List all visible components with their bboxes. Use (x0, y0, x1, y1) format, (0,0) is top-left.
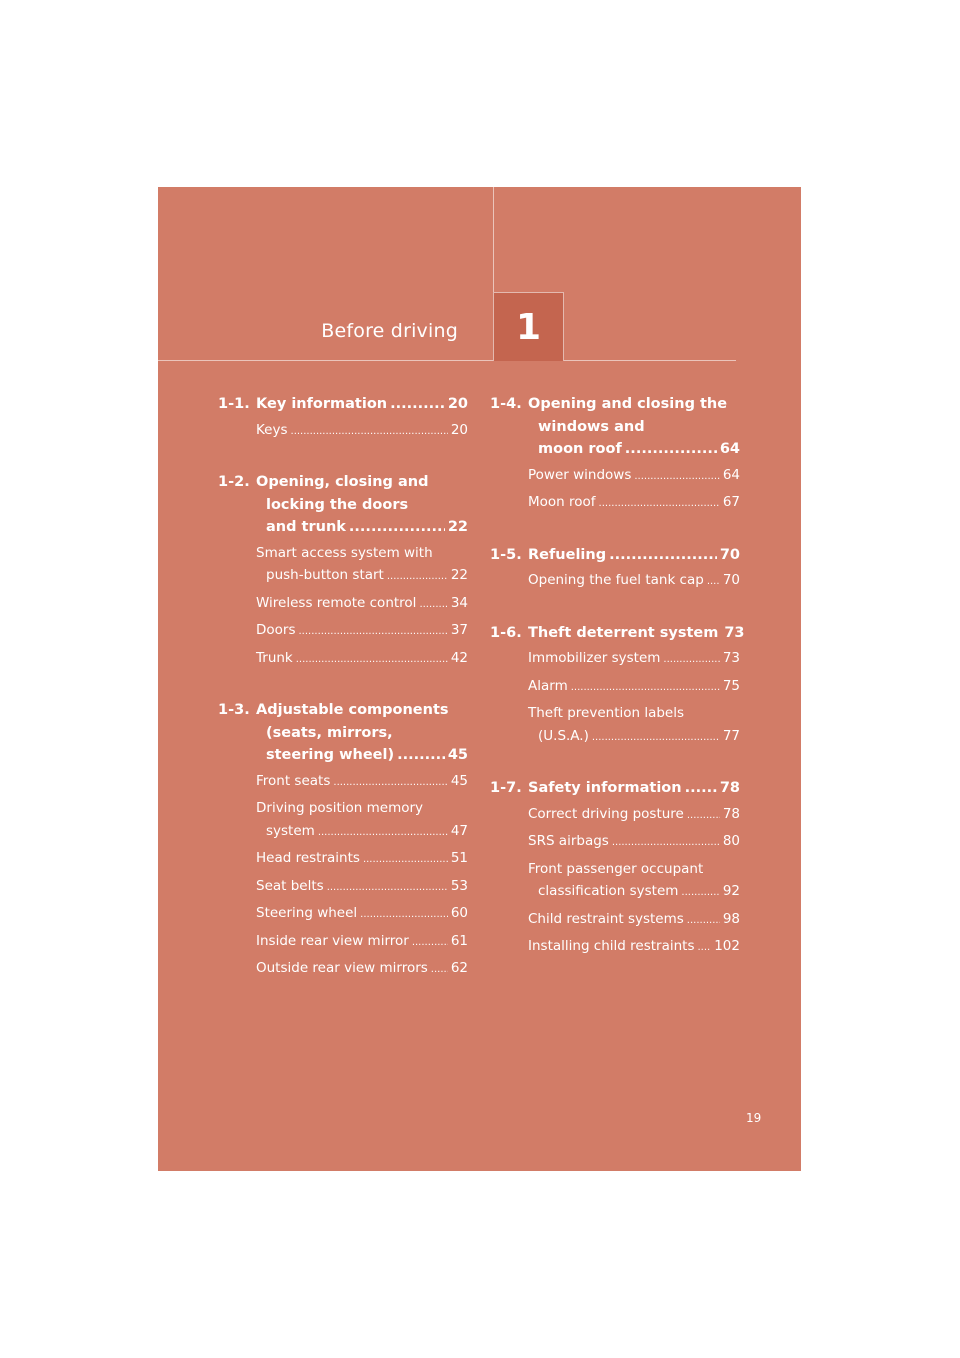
section-title-line (528, 438, 740, 461)
toc-item-line (256, 542, 468, 565)
section-title-line (256, 699, 468, 722)
toc-item-line (528, 647, 740, 672)
chapter-number-box (493, 292, 564, 361)
section-page: 70 (719, 546, 740, 563)
toc-item-page: 67 (722, 494, 740, 510)
toc-item-line (256, 820, 468, 845)
toc-left-column (218, 393, 468, 1010)
leader-dots (599, 491, 720, 516)
toc-item-title: Trunk (256, 649, 293, 666)
toc-item-page: 60 (450, 905, 468, 921)
divider-horizontal (158, 360, 736, 361)
toc-item-line (528, 908, 740, 933)
toc-item-title: Smart access system with (256, 544, 433, 561)
leader-dots (707, 569, 720, 594)
toc-item[interactable] (528, 935, 740, 960)
leader-dots (571, 675, 720, 700)
section-number: 1-6. (490, 624, 522, 641)
toc-item-line (528, 725, 740, 750)
section-title: Opening, closing and (256, 474, 429, 490)
section-number: 1-3. (218, 702, 250, 718)
toc-item-line (256, 419, 468, 444)
toc-item-page: 53 (450, 877, 468, 894)
toc-item-line (528, 830, 740, 855)
leader-dots (431, 957, 448, 982)
leader-dots (363, 847, 448, 872)
toc-item-line (256, 619, 468, 644)
toc-item[interactable] (528, 830, 740, 855)
toc-item-title: Correct driving posture (528, 805, 684, 822)
section-title: steering wheel) (266, 747, 395, 763)
toc-item-page: 78 (722, 805, 740, 822)
section-items (218, 419, 468, 444)
leader-dots (681, 880, 719, 905)
toc-item-page: 45 (450, 772, 468, 789)
toc-item[interactable] (528, 908, 740, 933)
toc-item-page: 73 (722, 650, 740, 666)
section-page: 73 (724, 624, 745, 641)
toc-item-line (256, 647, 468, 672)
section-items (218, 770, 468, 982)
section-page: 22 (447, 519, 468, 535)
leader-dots (412, 930, 448, 955)
toc-item[interactable] (528, 675, 740, 700)
leader-dots (327, 875, 448, 900)
leader-dots (685, 777, 717, 800)
toc-item-line (256, 564, 468, 589)
toc-section (218, 699, 468, 982)
section-number: 1-2. (218, 474, 250, 490)
leader-dots (360, 902, 448, 927)
toc-section (490, 777, 740, 960)
leader-dots (663, 647, 719, 672)
page-number: 19 (746, 1111, 762, 1125)
leader-dots (609, 544, 717, 567)
toc-item-line (256, 847, 468, 872)
leader-dots (687, 803, 720, 828)
leader-dots (291, 419, 448, 444)
toc-item-line (528, 935, 740, 960)
toc-item[interactable] (256, 647, 468, 672)
toc-item-line (528, 858, 740, 881)
toc-item[interactable] (256, 875, 468, 900)
chapter-title: Before driving (321, 320, 458, 342)
section-title: moon roof (538, 441, 622, 457)
section-page: 45 (447, 747, 468, 763)
toc-right-column (490, 393, 745, 988)
section-items (490, 569, 740, 594)
toc-item[interactable] (256, 592, 468, 617)
section-items (490, 464, 740, 516)
toc-item-page: 51 (450, 850, 468, 866)
toc-item-title: Seat belts (256, 877, 324, 894)
toc-item-page: 75 (722, 677, 740, 694)
toc-item-title: Front seats (256, 772, 331, 789)
toc-item-line (528, 675, 740, 700)
leader-dots (634, 464, 719, 489)
toc-item[interactable] (256, 930, 468, 955)
leader-dots (349, 516, 445, 539)
toc-item-line (256, 902, 468, 927)
section-page: 64 (719, 441, 740, 457)
toc-item-line (528, 491, 740, 516)
toc-section (490, 544, 740, 594)
toc-section (490, 393, 740, 516)
section-title-line (528, 416, 740, 439)
toc-item-title: Moon roof (528, 494, 596, 510)
toc-item-title: Power windows (528, 466, 632, 483)
toc-item-page: 20 (450, 421, 468, 438)
chapter-panel (158, 187, 801, 1171)
toc-item[interactable] (256, 619, 468, 644)
section-title: Opening and closing the (528, 396, 728, 412)
toc-item-page: 64 (722, 466, 740, 483)
toc-item-page: 77 (722, 727, 740, 744)
toc-item-title: Driving position memory (256, 800, 424, 816)
leader-dots (612, 830, 720, 855)
leader-dots (698, 935, 712, 960)
toc-item-line (256, 930, 468, 955)
section-title: Key information (256, 396, 388, 412)
toc-item-title: Keys (256, 421, 288, 438)
toc-item[interactable] (256, 902, 468, 927)
toc-item[interactable] (528, 858, 740, 905)
toc-item[interactable] (256, 847, 468, 872)
toc-item-line (256, 592, 468, 617)
toc-item-title: system (266, 822, 315, 839)
section-title: locking the doors (266, 496, 409, 513)
toc-item-line (256, 957, 468, 982)
leader-dots (387, 564, 448, 589)
section-title-line (528, 393, 740, 416)
toc-item-line (528, 569, 740, 594)
toc-item[interactable] (256, 542, 468, 589)
section-title-line (528, 777, 740, 800)
toc-item-title: Inside rear view mirror (256, 932, 409, 949)
toc-item-title: Outside rear view mirrors (256, 960, 428, 976)
toc-item-page: 102 (714, 938, 740, 954)
section-items (490, 647, 740, 749)
toc-item-page: 98 (722, 910, 740, 927)
toc-item-line (528, 464, 740, 489)
toc-item[interactable] (528, 803, 740, 828)
section-title-line (528, 544, 740, 567)
toc-item-title: SRS airbags (528, 833, 609, 849)
toc-item[interactable] (528, 464, 740, 489)
section-items (490, 803, 740, 960)
toc-item-title: Wireless remote control (256, 594, 417, 611)
section-title-line (256, 393, 468, 416)
toc-item-page: 22 (450, 567, 468, 583)
leader-dots (397, 744, 445, 767)
leader-dots (592, 725, 720, 750)
leader-dots (299, 619, 448, 644)
toc-item-title: Steering wheel (256, 905, 358, 921)
toc-item[interactable] (528, 647, 740, 672)
toc-item-line (256, 875, 468, 900)
leader-dots (318, 820, 448, 845)
section-heading[interactable] (218, 393, 468, 416)
toc-item-line (528, 803, 740, 828)
section-page: 78 (719, 780, 740, 796)
toc-item-line (528, 880, 740, 905)
toc-section (218, 393, 468, 443)
section-heading[interactable] (218, 471, 468, 539)
toc-item-page: 62 (450, 960, 468, 976)
leader-dots (625, 438, 717, 461)
toc-item-title: Front passenger occupant (528, 860, 704, 877)
toc-item-page: 42 (450, 649, 468, 666)
toc-item-title: Opening the fuel tank cap (528, 572, 704, 588)
toc-item-page: 70 (722, 572, 740, 588)
section-title: Theft deterrent system (528, 624, 719, 641)
toc-item[interactable] (528, 702, 740, 749)
section-title-line (256, 494, 468, 517)
section-title: Refueling (528, 546, 607, 563)
toc-item-title: Installing child restraints (528, 938, 695, 954)
toc-item-line (256, 797, 468, 820)
section-title: and trunk (266, 519, 346, 535)
toc-item-title: Head restraints (256, 850, 360, 866)
toc-item-page: 47 (450, 822, 468, 839)
section-title: Safety information (528, 780, 682, 796)
toc-item-title: Immobilizer system (528, 650, 661, 666)
section-heading[interactable] (490, 622, 745, 645)
leader-dots (333, 770, 447, 795)
leader-dots (390, 393, 445, 416)
section-heading[interactable] (490, 544, 740, 567)
toc-item[interactable] (256, 419, 468, 444)
toc-item-page: 61 (450, 932, 468, 949)
section-title-line (256, 516, 468, 539)
toc-item-title: (U.S.A.) (538, 727, 589, 744)
toc-item-page: 34 (450, 594, 468, 611)
toc-item[interactable] (528, 569, 740, 594)
toc-item[interactable] (256, 957, 468, 982)
section-title-line (528, 622, 745, 645)
chapter-number: 1 (515, 306, 542, 348)
toc-item-line (256, 770, 468, 795)
leader-dots (296, 647, 448, 672)
section-title: (seats, mirrors, (266, 724, 393, 741)
toc-item-page: 80 (722, 833, 740, 849)
toc-item-title: classification system (538, 883, 679, 899)
toc-item-page: 92 (722, 883, 740, 899)
toc-item-line (528, 702, 740, 725)
section-number: 1-1. (218, 396, 250, 412)
section-number: 1-4. (490, 396, 522, 412)
section-title: Adjustable components (256, 702, 449, 718)
section-title: windows and (538, 418, 645, 435)
section-number: 1-5. (490, 546, 522, 563)
leader-dots (419, 592, 447, 617)
section-title-line (256, 744, 468, 767)
toc-item[interactable] (256, 770, 468, 795)
section-heading[interactable] (490, 393, 740, 461)
section-items (218, 542, 468, 672)
toc-item-title: Theft prevention labels (528, 705, 685, 721)
toc-item-title: Child restraint systems (528, 910, 684, 927)
toc-item-title: push-button start (266, 567, 384, 583)
leader-dots (687, 908, 720, 933)
section-page: 20 (447, 396, 468, 412)
toc-section (490, 622, 745, 750)
section-title-line (256, 471, 468, 494)
section-heading[interactable] (490, 777, 740, 800)
toc-item-page: 37 (450, 622, 468, 638)
section-title-line (256, 722, 468, 745)
toc-item-title: Alarm (528, 677, 568, 694)
section-heading[interactable] (218, 699, 468, 767)
toc-item[interactable] (528, 491, 740, 516)
toc-section (218, 471, 468, 671)
toc-item[interactable] (256, 797, 468, 844)
toc-item-title: Doors (256, 622, 296, 638)
section-number: 1-7. (490, 780, 522, 796)
